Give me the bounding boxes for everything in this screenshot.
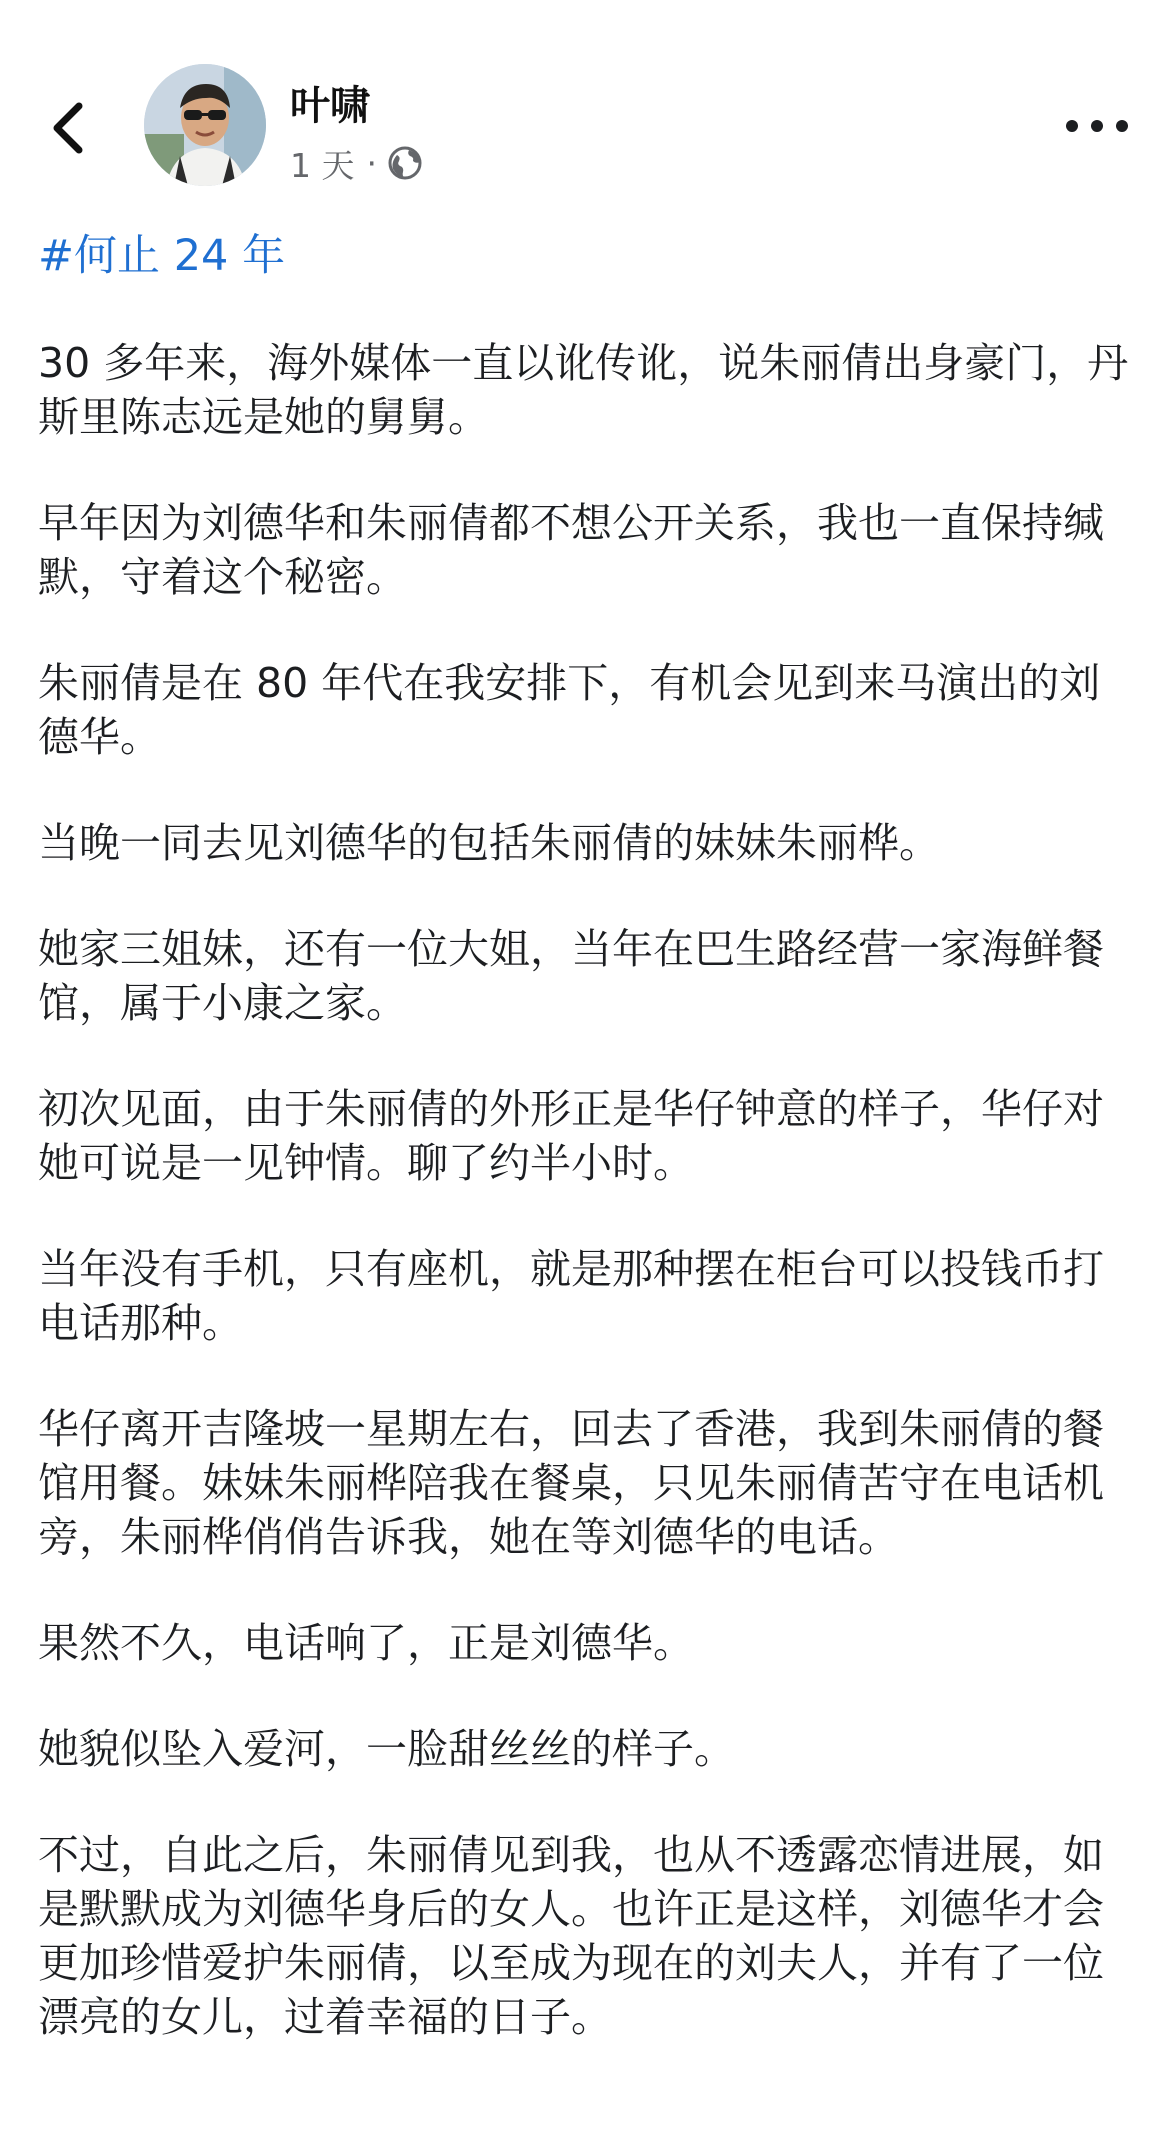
post-paragraph: 华仔离开吉隆坡一星期左右，回去了香港，我到朱丽倩的餐馆用餐。妹妹朱丽桦陪我在餐桌，只见朱丽倩苦守在电话机旁，朱丽桦俏俏告诉我，她在等刘德华的电话。 xyxy=(38,1405,1104,1561)
post-paragraph: 朱丽倩是在 80 年代在我安排下，有机会见到来马演出的刘德华。 xyxy=(38,659,1101,761)
more-horizontal-icon xyxy=(1066,120,1078,132)
avatar-photo xyxy=(144,64,266,186)
post-paragraph: 果然不久，电话响了，正是刘德华。 xyxy=(38,1619,694,1667)
post-paragraph: 当年没有手机，只有座机，就是那种摆在柜台可以投钱币打电话那种。 xyxy=(38,1245,1104,1347)
post-time[interactable]: 1 天 xyxy=(290,145,355,185)
post-body xyxy=(38,336,1138,2096)
post-paragraph: 30 多年来，海外媒体一直以讹传讹，说朱丽倩出身豪门，丹斯里陈志远是她的舅舅。 xyxy=(38,339,1129,441)
post-paragraph: 她貌似坠入爱河，一脸甜丝丝的样子。 xyxy=(38,1725,735,1773)
post-paragraph: 当晚一同去见刘德华的包括朱丽倩的妹妹朱丽桦。 xyxy=(38,819,940,867)
post-paragraph: 她家三姐妹，还有一位大姐，当年在巴生路经营一家海鲜餐馆，属于小康之家。 xyxy=(38,925,1104,1027)
post-header xyxy=(0,0,1170,200)
post-paragraph: 不过，自此之后，朱丽倩见到我，也从不透露恋情进展，如是默默成为刘德华身后的女人。也许正是这样，刘德华才会更加珍惜爱护朱丽倩，以至成为现在的刘夫人，并有了一位漂亮的女儿，过着幸福的日子。 xyxy=(38,1831,1104,2041)
post-paragraph: 早年因为刘德华和朱丽倩都不想公开关系，我也一直保持缄默，守着这个秘密。 xyxy=(38,499,1104,601)
globe-icon[interactable] xyxy=(387,145,423,181)
more-horizontal-icon xyxy=(1091,120,1103,132)
avatar[interactable] xyxy=(144,64,266,186)
hashtag-link[interactable]: #何止 24 年 xyxy=(38,231,286,281)
more-horizontal-icon xyxy=(1116,120,1128,132)
more-options-button[interactable] xyxy=(1066,104,1128,148)
meta-separator: · xyxy=(366,143,377,183)
back-button[interactable] xyxy=(40,92,96,164)
post-meta xyxy=(290,140,423,186)
author-name[interactable]: 叶啸 xyxy=(290,83,370,129)
post-paragraph: 初次见面，由于朱丽倩的外形正是华仔钟意的样子，华仔对她可说是一见钟情。聊了约半小时。 xyxy=(38,1085,1104,1187)
chevron-left-icon xyxy=(51,102,85,154)
